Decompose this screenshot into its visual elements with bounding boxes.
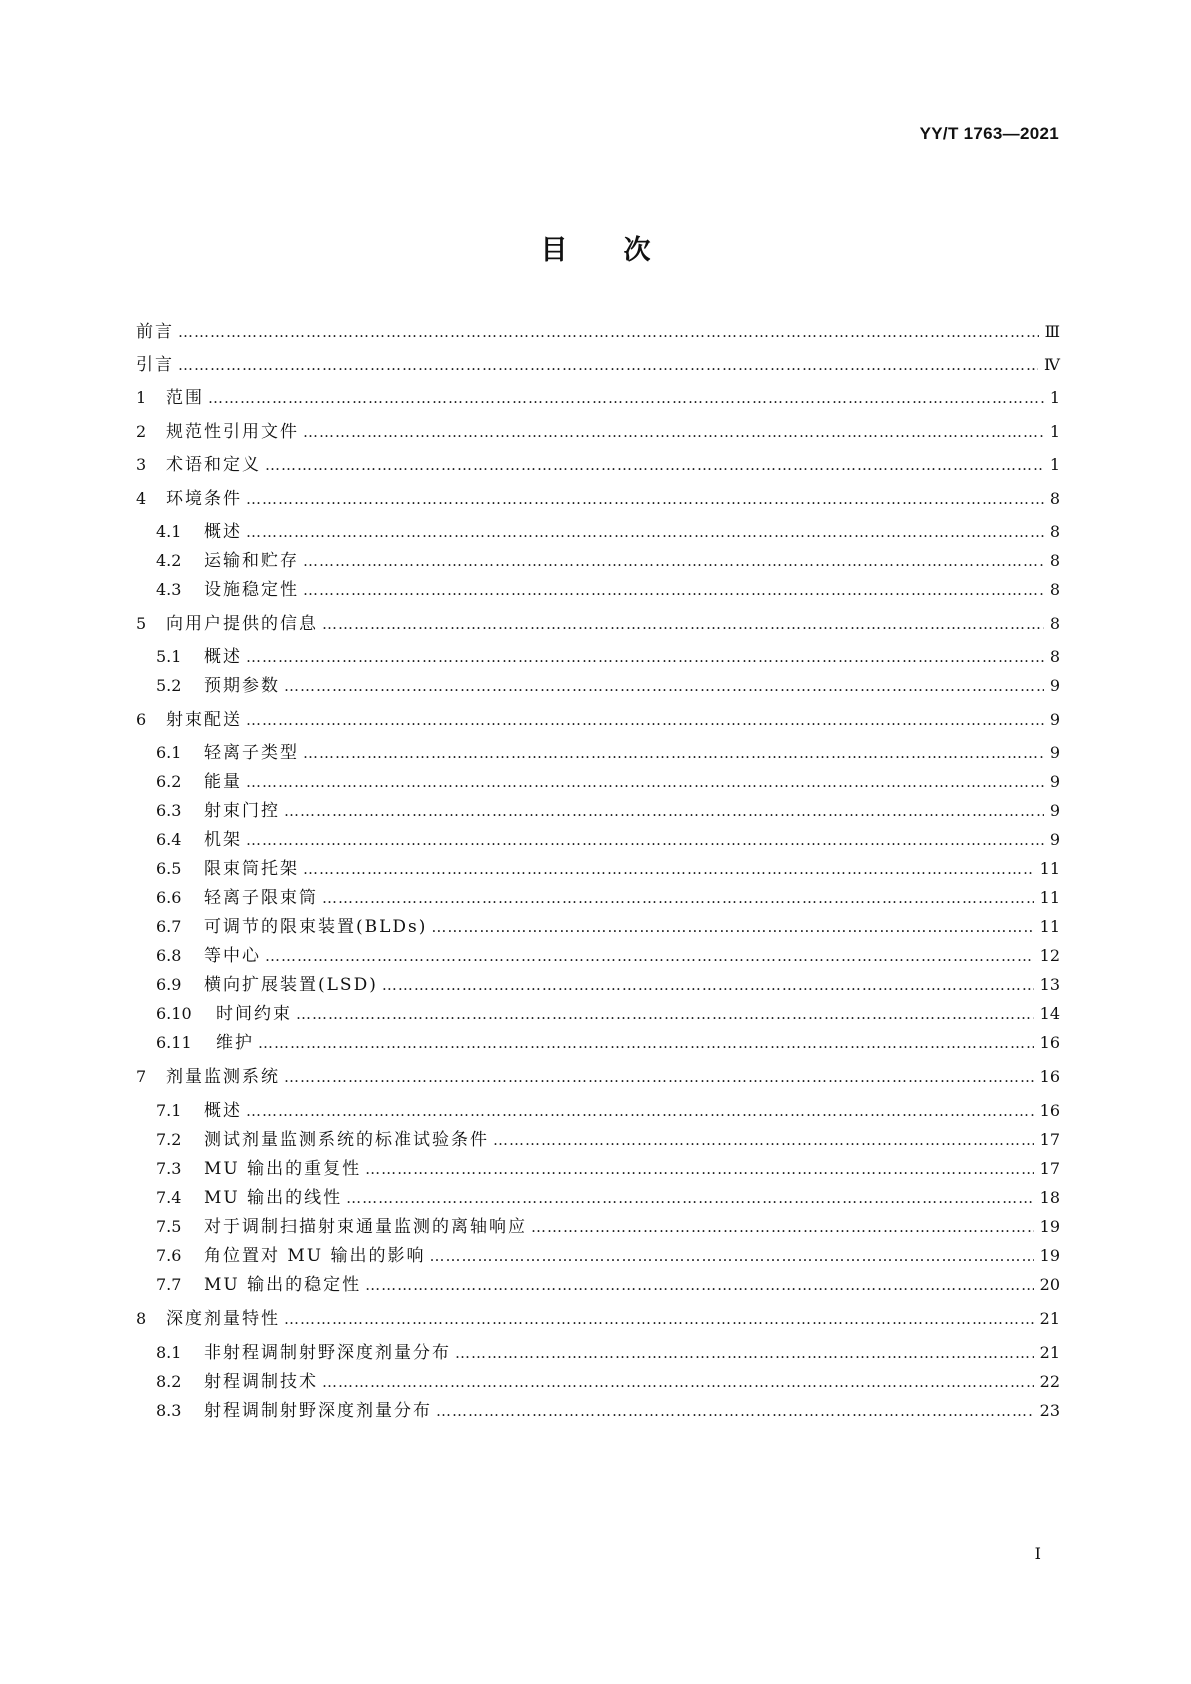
toc-entry-page: 21 <box>1039 1343 1060 1362</box>
toc-entry-number: 8.1 <box>156 1343 182 1362</box>
toc-entry-page: 19 <box>1039 1217 1060 1236</box>
toc-entry-label: 深度剂量特性 <box>166 1309 280 1329</box>
toc-leader-dots <box>531 1215 1034 1239</box>
toc-entry[interactable] <box>136 1244 1060 1268</box>
toc-entry-label: 时间约束 <box>216 1004 292 1024</box>
toc-entry-page: 11 <box>1039 888 1060 907</box>
toc-entry-label: 概述 <box>204 522 242 542</box>
toc-entry[interactable] <box>136 386 1060 410</box>
toc-leader-dots <box>296 1002 1034 1026</box>
toc-entry-number: 4.2 <box>156 551 182 570</box>
toc-leader-dots <box>178 353 1038 377</box>
toc-entry-page: 8 <box>1049 580 1060 599</box>
toc-leader-dots <box>493 1128 1034 1152</box>
toc-entry[interactable] <box>136 857 1060 881</box>
toc-entry[interactable] <box>136 1273 1060 1297</box>
toc-entry-page: 16 <box>1039 1033 1060 1052</box>
toc-entry[interactable] <box>136 453 1060 477</box>
toc-entry-number: 6.7 <box>156 917 182 936</box>
toc-entry-label: 引言 <box>136 355 174 375</box>
toc-entry[interactable] <box>136 915 1060 939</box>
toc-entry-page: 19 <box>1039 1246 1060 1265</box>
toc-leader-dots <box>284 1307 1034 1331</box>
toc-entry-number: 4.1 <box>156 522 182 541</box>
toc-entry-number: 6.3 <box>156 801 182 820</box>
toc-entry-page: 17 <box>1039 1159 1060 1178</box>
toc-entry[interactable] <box>136 1307 1060 1331</box>
toc-entry[interactable] <box>136 1065 1060 1089</box>
page-title: 目次 <box>540 235 707 266</box>
toc-entry-label: 剂量监测系统 <box>166 1067 280 1087</box>
toc-leader-dots <box>382 973 1034 997</box>
toc-entry-label: 概述 <box>204 647 242 667</box>
toc-entry-number: 7.2 <box>156 1130 182 1149</box>
toc-entry-page: 1 <box>1049 455 1060 474</box>
toc-entry-label: 机架 <box>204 830 242 850</box>
toc-entry-number: 6.11 <box>156 1033 192 1052</box>
toc-entry-page: 1 <box>1049 422 1060 441</box>
toc-entry-label: 预期参数 <box>204 676 280 696</box>
toc-entry-label: 设施稳定性 <box>204 580 299 600</box>
toc-leader-dots <box>284 1065 1034 1089</box>
toc-entry[interactable] <box>136 886 1060 910</box>
toc-entry-label: 概述 <box>204 1101 242 1121</box>
standard-number: YY/T 1763—2021 <box>919 124 1059 143</box>
toc-entry-number: 7.5 <box>156 1217 182 1236</box>
toc-entry-number: 7.6 <box>156 1246 182 1265</box>
toc-entry[interactable] <box>136 1002 1060 1026</box>
toc-entry-page: 9 <box>1049 676 1060 695</box>
toc-leader-dots <box>455 1341 1034 1365</box>
toc-entry[interactable] <box>136 578 1060 602</box>
toc-leader-dots <box>436 1399 1034 1423</box>
toc-entry-page: 11 <box>1039 859 1060 878</box>
toc-entry-label: 等中心 <box>204 946 261 966</box>
toc-entry[interactable] <box>136 674 1060 698</box>
toc-entry-page: 11 <box>1039 917 1060 936</box>
toc-leader-dots <box>303 420 1044 444</box>
toc-entry-label: 轻离子类型 <box>204 743 299 763</box>
toc-entry-number: 1 <box>136 388 147 407</box>
toc-entry[interactable] <box>136 353 1060 377</box>
toc-entry-page: Ⅳ <box>1044 355 1060 374</box>
toc-entry-page: 16 <box>1039 1067 1060 1086</box>
toc-entry-label: 横向扩展装置(LSD) <box>204 975 378 995</box>
toc-entry-page: 23 <box>1039 1401 1060 1420</box>
toc-leader-dots <box>365 1157 1034 1181</box>
toc-entry[interactable] <box>136 1099 1060 1123</box>
toc-leader-dots <box>246 1099 1034 1123</box>
toc-leader-dots <box>246 520 1044 544</box>
toc-entry-page: 20 <box>1039 1275 1060 1294</box>
toc-entry-number: 5.1 <box>156 647 182 666</box>
toc-entry-number: 6.4 <box>156 830 182 849</box>
toc-entry-page: 21 <box>1039 1309 1060 1328</box>
toc-entry-number: 6 <box>136 710 147 729</box>
toc-leader-dots <box>258 1031 1034 1055</box>
toc-entry-number: 6.9 <box>156 975 182 994</box>
toc-entry[interactable] <box>136 741 1060 765</box>
toc-entry-number: 4 <box>136 489 147 508</box>
toc-entry-number: 6.6 <box>156 888 182 907</box>
toc-entry-page: 9 <box>1049 743 1060 762</box>
toc-entry-page: 12 <box>1039 946 1060 965</box>
toc-entry[interactable] <box>136 487 1060 511</box>
toc-entry-label: 环境条件 <box>166 489 242 509</box>
toc-leader-dots <box>322 886 1034 910</box>
toc-leader-dots <box>246 645 1044 669</box>
toc-entry[interactable] <box>136 944 1060 968</box>
toc-entry[interactable] <box>136 420 1060 444</box>
toc-entry-label: 术语和定义 <box>166 455 261 475</box>
toc-entry-number: 6.10 <box>156 1004 192 1023</box>
toc-entry-number: 6.1 <box>156 743 182 762</box>
toc-leader-dots <box>303 741 1044 765</box>
toc-leader-dots <box>265 944 1034 968</box>
toc-leader-dots <box>303 549 1044 573</box>
toc-entry[interactable] <box>136 1128 1060 1152</box>
toc-entry-page: 9 <box>1049 710 1060 729</box>
toc-entry-number: 3 <box>136 455 147 474</box>
toc-entry-label: 限束筒托架 <box>204 859 299 879</box>
toc-entry-number: 7 <box>136 1067 147 1086</box>
toc-entry-number: 6.8 <box>156 946 182 965</box>
toc-entry-label: 测试剂量监测系统的标准试验条件 <box>204 1130 489 1150</box>
toc-entry-page: 8 <box>1049 614 1060 633</box>
toc-entry-number: 6.5 <box>156 859 182 878</box>
toc-entry-label: MU 输出的稳定性 <box>204 1275 362 1295</box>
toc-entry[interactable] <box>136 1341 1060 1365</box>
toc-leader-dots <box>346 1186 1034 1210</box>
toc-entry-label: 非射程调制射野深度剂量分布 <box>204 1343 451 1363</box>
toc-entry[interactable] <box>136 549 1060 573</box>
page-number: I <box>1034 1544 1041 1563</box>
toc-entry-page: 8 <box>1049 551 1060 570</box>
toc-entry[interactable] <box>136 708 1060 732</box>
toc-leader-dots <box>322 1370 1034 1394</box>
toc-entry[interactable] <box>136 645 1060 669</box>
toc-entry[interactable] <box>136 799 1060 823</box>
toc-entry-label: MU 输出的重复性 <box>204 1159 362 1179</box>
toc-entry-number: 5.2 <box>156 676 182 695</box>
toc-leader-dots <box>246 828 1044 852</box>
toc-entry-label: 射束门控 <box>204 801 280 821</box>
toc-leader-dots <box>208 386 1044 410</box>
toc-entry-page: 22 <box>1039 1372 1060 1391</box>
toc-leader-dots <box>431 915 1033 939</box>
toc-entry-page: 14 <box>1039 1004 1060 1023</box>
toc-entry-label: 前言 <box>136 322 174 342</box>
toc-entry-label: 维护 <box>216 1033 254 1053</box>
toc-entry[interactable] <box>136 1031 1060 1055</box>
toc-entry[interactable] <box>136 1215 1060 1239</box>
toc-entry-number: 8.2 <box>156 1372 182 1391</box>
toc-entry-page: 9 <box>1049 801 1060 820</box>
toc-entry-label: 范围 <box>166 388 204 408</box>
toc-entry[interactable] <box>136 320 1060 344</box>
toc-entry-label: 对于调制扫描射束通量监测的离轴响应 <box>204 1217 527 1237</box>
toc-entry-label: 角位置对 MU 输出的影响 <box>204 1246 426 1266</box>
toc-entry-label: MU 输出的线性 <box>204 1188 343 1208</box>
toc-leader-dots <box>303 578 1044 602</box>
toc-entry[interactable] <box>136 973 1060 997</box>
toc-entry-page: Ⅲ <box>1044 322 1060 341</box>
toc-entry-page: 8 <box>1049 522 1060 541</box>
toc-entry-number: 2 <box>136 422 147 441</box>
toc-entry-page: 16 <box>1039 1101 1060 1120</box>
toc-entry-number: 5 <box>136 614 147 633</box>
toc-leader-dots <box>284 799 1044 823</box>
toc-entry-page: 13 <box>1039 975 1060 994</box>
toc-entry-page: 18 <box>1039 1188 1060 1207</box>
toc-leader-dots <box>246 770 1044 794</box>
toc-entry-number: 4.3 <box>156 580 182 599</box>
toc-entry[interactable] <box>136 1370 1060 1394</box>
toc-entry-page: 9 <box>1049 772 1060 791</box>
toc-entry[interactable] <box>136 1186 1060 1210</box>
toc-entry-label: 射束配送 <box>166 710 242 730</box>
toc-leader-dots <box>430 1244 1034 1268</box>
toc-leader-dots <box>284 674 1044 698</box>
toc-entry-page: 8 <box>1049 489 1060 508</box>
toc-entry-page: 1 <box>1049 388 1060 407</box>
toc-entry[interactable] <box>136 1157 1060 1181</box>
toc-entry-number: 8 <box>136 1309 147 1328</box>
toc-entry-number: 7.1 <box>156 1101 182 1120</box>
toc-entry[interactable] <box>136 770 1060 794</box>
toc-entry-number: 7.4 <box>156 1188 182 1207</box>
toc-entry-number: 8.3 <box>156 1401 182 1420</box>
toc-leader-dots <box>303 857 1034 881</box>
toc-entry-label: 能量 <box>204 772 242 792</box>
toc-entry-label: 规范性引用文件 <box>166 422 299 442</box>
toc-entry-page: 9 <box>1049 830 1060 849</box>
toc-entry-label: 向用户提供的信息 <box>166 614 318 634</box>
toc-leader-dots <box>265 453 1044 477</box>
toc-entry[interactable] <box>136 828 1060 852</box>
toc-entry-page: 17 <box>1039 1130 1060 1149</box>
toc-entry[interactable] <box>136 520 1060 544</box>
toc-entry-label: 轻离子限束筒 <box>204 888 318 908</box>
toc-entry-page: 8 <box>1049 647 1060 666</box>
toc-entry-number: 6.2 <box>156 772 182 791</box>
toc-leader-dots <box>246 708 1044 732</box>
toc-entry[interactable] <box>136 1399 1060 1423</box>
toc-leader-dots <box>178 320 1039 344</box>
toc-entry-label: 射程调制技术 <box>204 1372 318 1392</box>
toc-leader-dots <box>246 487 1044 511</box>
toc-entry-label: 可调节的限束装置(BLDs) <box>204 917 428 937</box>
toc-leader-dots <box>365 1273 1034 1297</box>
toc-entry-number: 7.3 <box>156 1159 182 1178</box>
toc-entry[interactable] <box>136 612 1060 636</box>
toc-leader-dots <box>322 612 1044 636</box>
toc-entry-label: 射程调制射野深度剂量分布 <box>204 1401 432 1421</box>
toc-entry-number: 7.7 <box>156 1275 182 1294</box>
toc-entry-label: 运输和贮存 <box>204 551 299 571</box>
